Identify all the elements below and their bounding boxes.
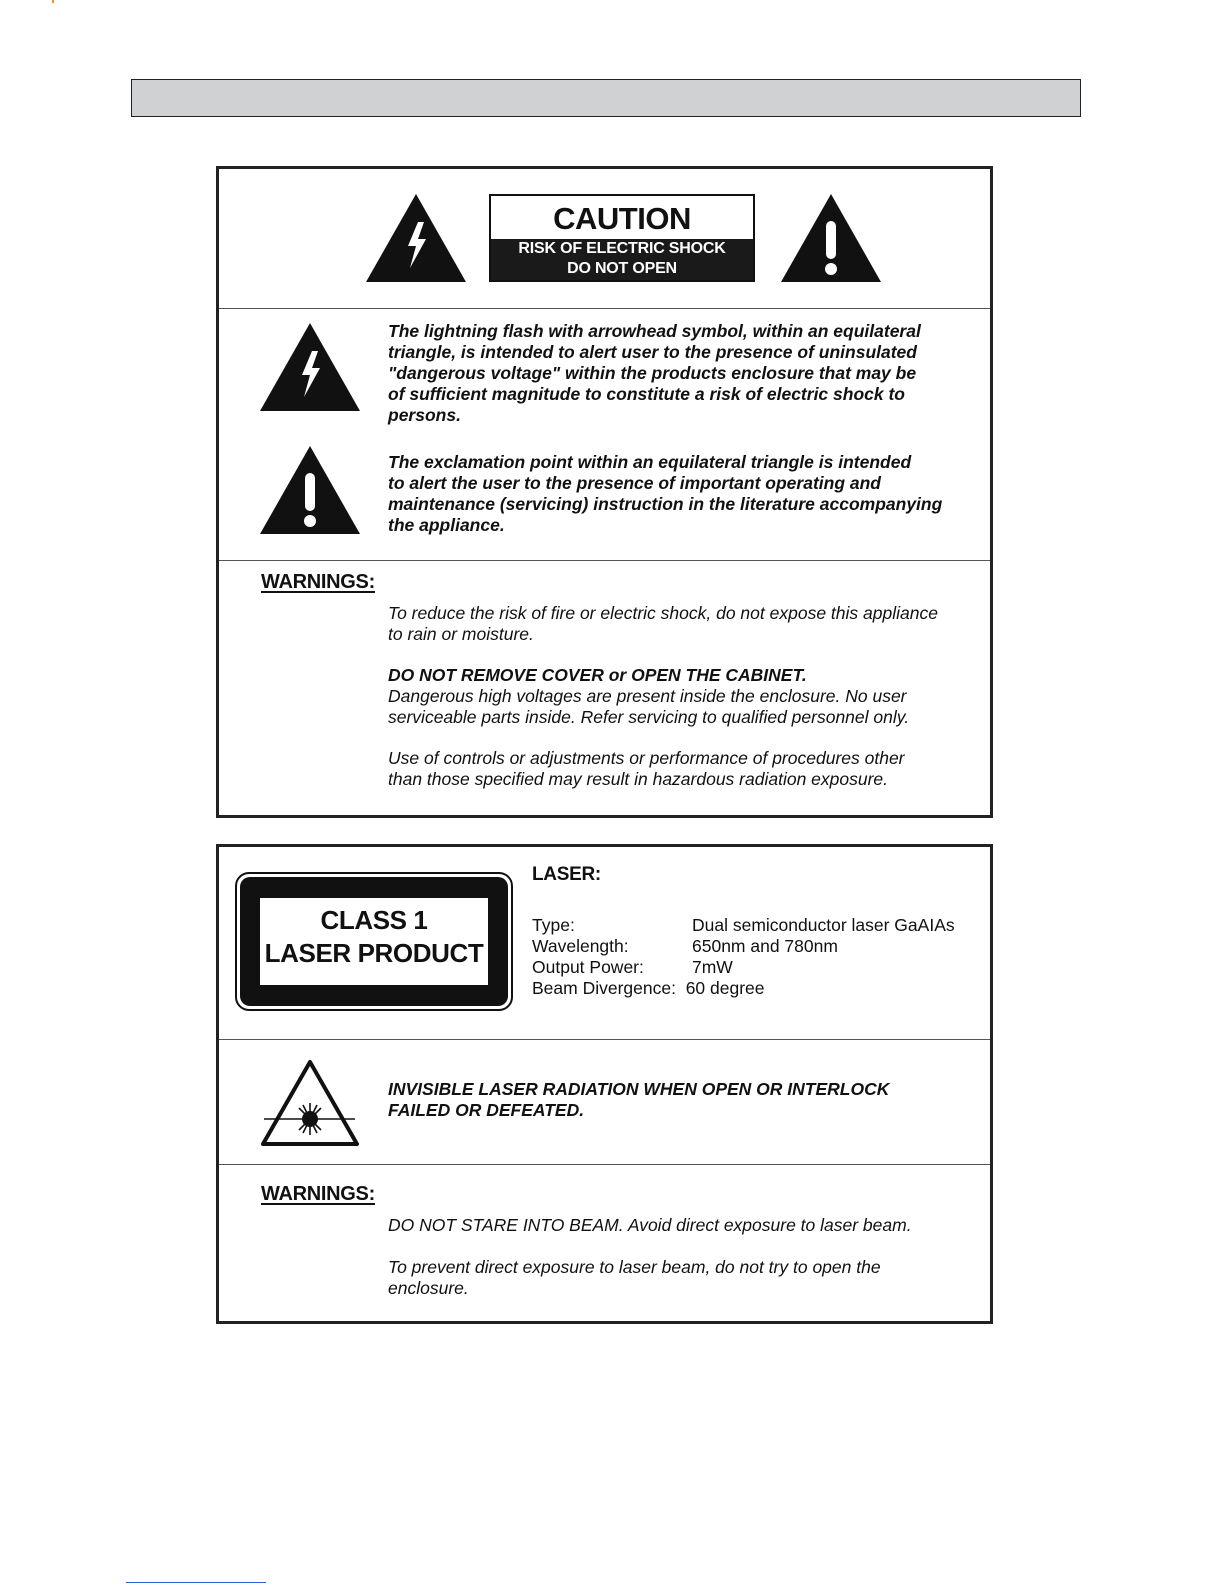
divider: [219, 308, 990, 309]
spec-row-beam-divergence: [532, 978, 765, 999]
text-line: To reduce the risk of fire or electric shock, do not expose this appliance: [388, 603, 938, 623]
exclamation-triangle-icon: [260, 446, 360, 534]
warning-moisture: [388, 603, 988, 645]
text-line: maintenance (servicing) instruction in the literature accompanying: [388, 494, 943, 514]
spec-key: Output Power:: [532, 957, 644, 977]
text-line: the appliance.: [388, 515, 505, 535]
class-label-line: CLASS 1: [320, 905, 428, 935]
laser-heading: LASER:: [532, 864, 601, 885]
laser-panel: [216, 844, 993, 1324]
warnings-title: WARNINGS:: [261, 1183, 375, 1205]
divider: [219, 1164, 990, 1165]
text-line: Dangerous high voltages are present inside the enclosure. No user: [388, 686, 907, 706]
text-line: The exclamation point within an equilateral triangle is intended: [388, 452, 912, 472]
invisible-laser-radiation-warning: [388, 1079, 988, 1121]
caution-line-2: DO NOT OPEN: [567, 260, 677, 277]
warning-cover: [388, 665, 988, 728]
spec-value: 7mW: [692, 957, 733, 977]
spec-value: 650nm and 780nm: [692, 936, 838, 956]
warning-enclosure: [388, 1257, 988, 1299]
text-line: to alert the user to the presence of important operating and: [388, 473, 881, 493]
lightning-triangle-icon: [260, 323, 360, 411]
class-label-text: [260, 898, 488, 985]
warnings-title: WARNINGS:: [261, 571, 375, 593]
text-line: than those specified may result in hazardous radiation exposure.: [388, 769, 889, 789]
laser-radiation-icon: [259, 1058, 361, 1148]
spec-value: Dual semiconductor laser GaAIAs: [692, 915, 955, 935]
text-line: serviceable parts inside. Refer servicing to qualified personnel only.: [388, 707, 910, 727]
warning-stare: DO NOT STARE INTO BEAM. Avoid direct exposure to laser beam.: [388, 1215, 912, 1235]
spec-row-type: [532, 915, 955, 936]
caution-label: [489, 194, 755, 282]
section-header-bar: [131, 79, 1081, 117]
text-line: FAILED OR DEFEATED.: [388, 1100, 585, 1120]
class-label-frame: [240, 877, 508, 1006]
spec-row-output-power: [532, 957, 733, 978]
text-line: enclosure.: [388, 1278, 469, 1298]
text-line: INVISIBLE LASER RADIATION WHEN OPEN OR INTERLOCK: [388, 1079, 890, 1099]
spec-key: Wavelength:: [532, 936, 629, 956]
text-line: of sufficient magnitude to constitute a risk of electric shock to: [388, 384, 905, 404]
caution-line-1: RISK OF ELECTRIC SHOCK: [518, 240, 726, 257]
text-line: The lightning flash with arrowhead symbol, within an equilateral: [388, 321, 921, 341]
warning-cover-heading: DO NOT REMOVE COVER or OPEN THE CABINET.: [388, 665, 807, 685]
text-line: triangle, is intended to alert user to the presence of uninsulated: [388, 342, 917, 362]
divider: [219, 1039, 990, 1040]
class-1-laser-label: [235, 872, 513, 1011]
corner-mark: [52, 0, 54, 3]
exclamation-description: [388, 452, 988, 536]
caution-title: CAUTION: [553, 201, 691, 236]
text-line: to rain or moisture.: [388, 624, 534, 644]
spec-key: Type:: [532, 915, 575, 935]
spec-value: 60 degree: [685, 978, 765, 998]
exclamation-triangle-icon: [781, 194, 881, 282]
divider: [219, 560, 990, 561]
text-line: To prevent direct exposure to laser beam, do not try to open the: [388, 1257, 881, 1277]
lightning-triangle-icon: [366, 194, 466, 282]
text-line: "dangerous voltage" within the products enclosure that may be: [388, 363, 917, 383]
spec-row-wavelength: [532, 936, 838, 957]
bottom-link-underline: [126, 1582, 266, 1583]
caution-strip: [491, 239, 753, 280]
safety-panel: [216, 166, 993, 818]
text-line: Use of controls or adjustments or performance of procedures other: [388, 748, 905, 768]
class-label-line: LASER PRODUCT: [264, 938, 484, 968]
spec-key: Beam Divergence:: [532, 978, 676, 998]
lightning-description: [388, 321, 988, 426]
text-line: persons.: [388, 405, 461, 425]
warning-radiation: [388, 748, 988, 790]
